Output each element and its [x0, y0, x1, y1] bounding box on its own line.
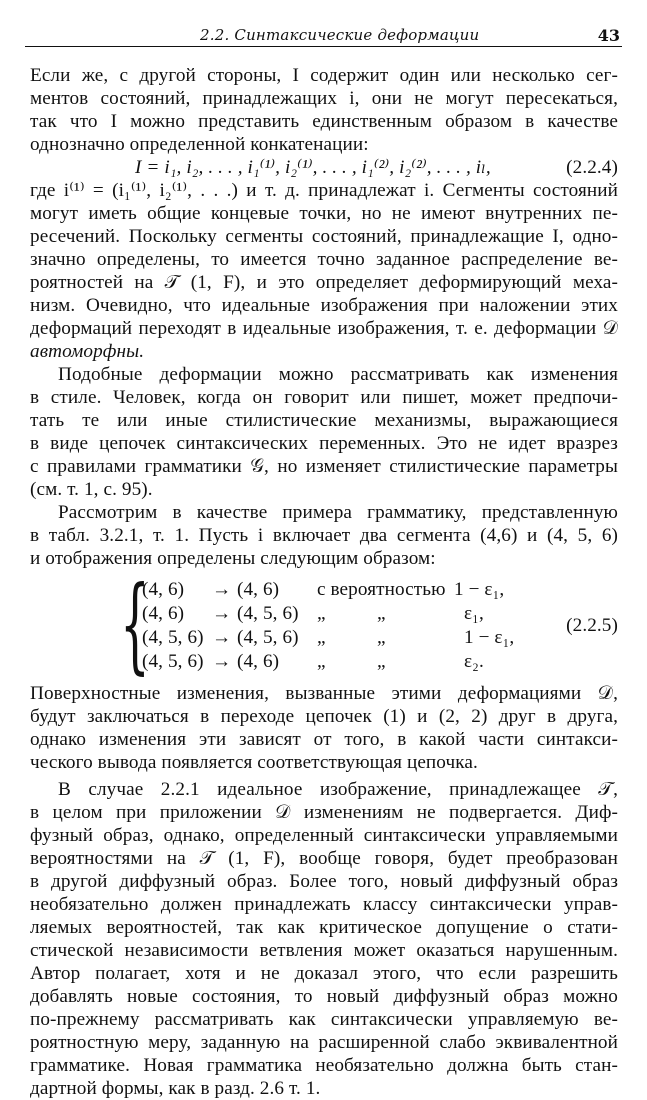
text-line: однозначно определенной конкатенации:	[30, 134, 369, 155]
row-from: (4, 5, 6)	[142, 651, 204, 672]
text-line: Поверхностные изменения, вызванные этими деформациями 𝒟,	[30, 683, 618, 704]
text-line: В случае 2.2.1 идеальное изображение, принадлежащее 𝒯,	[58, 779, 618, 800]
text-line: вероятностями на 𝒯 (1, F), вообще говоря, будет преобразован	[30, 848, 618, 869]
text-line: дартной формы, как в разд. 2.6 т. 1.	[30, 1078, 321, 1099]
text-line: по-прежнему рассматривать как синтаксически управляемую ве-	[30, 1009, 618, 1030]
text-line: Если же, с другой стороны, I содержит один или несколько сег-	[30, 65, 618, 86]
text-line: деформаций переходят в идеальные изображения, т. е. деформации 𝒟	[30, 318, 618, 339]
row-from: (4, 6)	[142, 579, 185, 600]
text-line: тать те или иные стилистические механизмы, выражающиеся	[30, 410, 618, 431]
text-line: с правилами грамматики 𝒢, но изменяет стилистические параметры	[30, 456, 618, 477]
equation-system-2-2-5	[30, 563, 618, 685]
row-arrow: →	[212, 579, 232, 600]
row-note: „	[317, 603, 326, 624]
row-prob: 1 − ε₁,	[464, 627, 515, 648]
text-line: в стиле. Человек, когда он говорит или пишет, может предпочи-	[30, 387, 618, 408]
row-prob: 1 − ε₁,	[454, 579, 505, 600]
text-line: (см. т. 1, с. 95).	[30, 479, 153, 500]
text-line: грамматике. Новая грамматика необязательно должна быть стан-	[30, 1055, 618, 1076]
row-prob: ε₁,	[464, 603, 484, 624]
body-text	[30, 64, 618, 1100]
left-brace: {	[120, 563, 150, 685]
text-line: и отображения определены следующим образом:	[30, 548, 436, 569]
row-note: с вероятностью	[317, 579, 446, 600]
equation-label: (2.2.4)	[566, 157, 618, 178]
row-note: „	[317, 651, 326, 672]
text-line: ляемых вероятностей, так как критическое допущение о стати-	[30, 917, 618, 938]
text-line: в табл. 3.2.1, т. 1. Пусть i включает два сегмента (4,6) и (4, 5, 6)	[30, 525, 618, 546]
text-line: роятностей на 𝒯 (1, F), и это определяет деформирующий меха-	[30, 272, 618, 293]
row-arrow: →	[212, 651, 232, 672]
text-line: так что I можно представить единственным образом в качестве	[30, 111, 618, 132]
text-line: Подобные деформации можно рассматривать как изменения	[58, 364, 618, 385]
row-note-2: „	[377, 603, 386, 624]
equation-2-2-4	[30, 156, 618, 179]
text-line: значно определены, то имеется точно заданное распределение ве-	[30, 249, 618, 270]
text-line: в виде цепочек синтаксических переменных. Это не идет вразрез	[30, 433, 618, 454]
text-line: в целом при приложении 𝒟 изменениям не подвергается. Диф-	[30, 802, 618, 823]
text-line: Рассмотрим в качестве примера грамматику, представленную	[58, 502, 618, 523]
equation-label: (2.2.5)	[566, 615, 618, 636]
text-line: ресечений. Поскольку сегменты состояний, принадлежащие I, одно-	[30, 226, 618, 247]
row-arrow: →	[212, 603, 232, 624]
text-line: ческого вывода появляется соответствующая цепочка.	[30, 752, 478, 773]
text-line: где i⁽¹⁾ = (i₁⁽¹⁾, i₂⁽¹⁾, . . .) и т. д. принадлежат i. Сегменты состояний	[30, 180, 618, 201]
text-line: необязательно должен принадлежать классу синтаксически управ-	[30, 894, 618, 915]
row-from: (4, 5, 6)	[142, 627, 204, 648]
row-to: (4, 6)	[237, 651, 280, 672]
text-line: однако изменения эти зависят от того, в какой части синтакси-	[30, 729, 618, 750]
equation-content: I = i₁, i₂, . . . , i₁⁽¹⁾, i₂⁽¹⁾, . . . , i₁⁽²⁾, i₂⁽²⁾, . . . , iₗ,	[135, 157, 491, 178]
row-to: (4, 5, 6)	[237, 627, 299, 648]
text-line: роятностную меру, заданную на расширенной слабо эквивалентной	[30, 1032, 618, 1053]
text-line: фузный образ, однако, определенный синтаксически управляемыми	[30, 825, 618, 846]
row-note: „	[317, 627, 326, 648]
text-line: автоморфны.	[30, 341, 145, 362]
text-line: стической независимости ветвления может оказаться нарушенным.	[30, 940, 618, 961]
text-line: низм. Очевидно, что идеальные изображения при наложении этих	[30, 295, 618, 316]
row-from: (4, 6)	[142, 603, 185, 624]
row-to: (4, 6)	[237, 579, 280, 600]
text-line: Автор полагает, хотя и не доказал этого, что если разрешить	[30, 963, 618, 984]
row-prob: ε₂.	[464, 651, 484, 672]
row-note-2: „	[377, 651, 386, 672]
row-arrow: →	[212, 627, 232, 648]
text-line: добавлять новые состояния, то новый диффузный образ можно	[30, 986, 618, 1007]
running-header	[25, 24, 622, 47]
text-line: могут иметь общие концевые точки, но не имеют внутренних пе-	[30, 203, 618, 224]
section-title: 2.2. Синтаксические деформации	[200, 26, 480, 44]
page-number: 43	[597, 26, 620, 45]
row-note-2: „	[377, 627, 386, 648]
text-line: будут заключаться в переходе цепочек (1) и (2, 2) друг в друга,	[30, 706, 618, 727]
text-line: в другой диффузный образ. Более того, новый диффузный образ	[30, 871, 618, 892]
text-line: ментов состояний, принадлежащих i, они не могут пересекаться,	[30, 88, 618, 109]
row-to: (4, 5, 6)	[237, 603, 299, 624]
